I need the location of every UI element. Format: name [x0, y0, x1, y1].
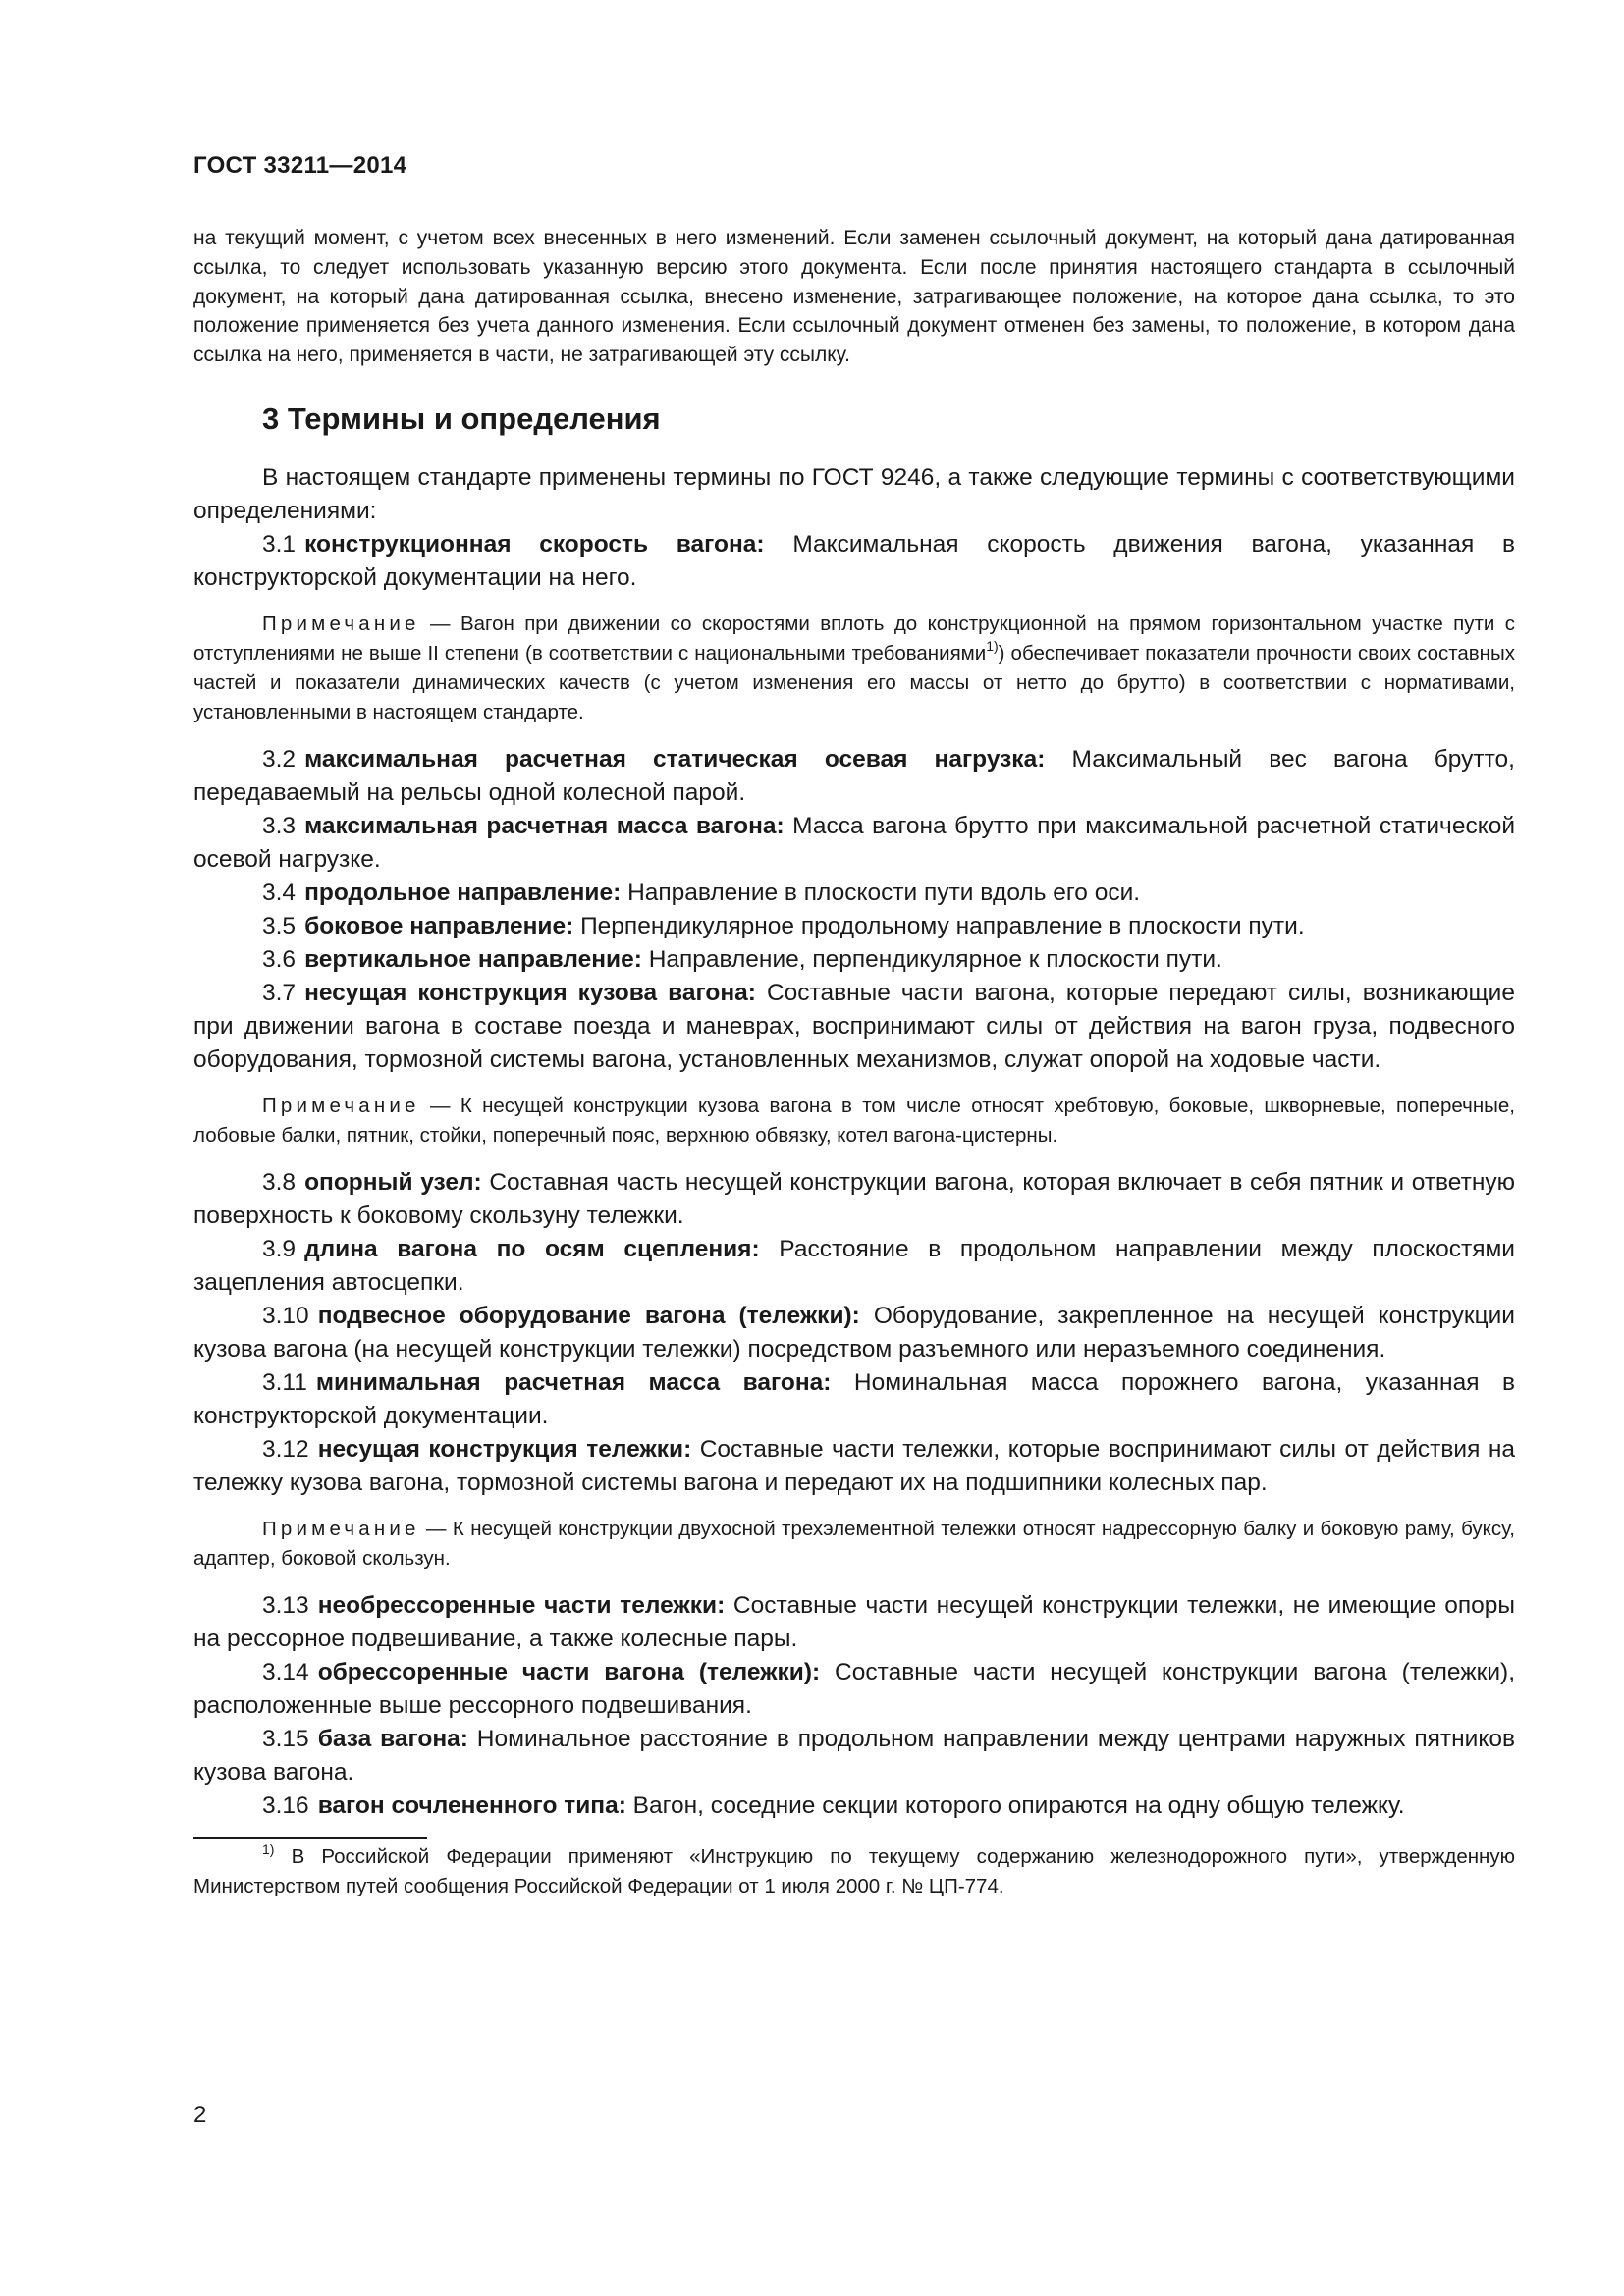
term-definition: Номинальная масса порожнего вагона, указанная в конструкторской документации.: [193, 1368, 1515, 1429]
term-name: база вагона:: [317, 1725, 468, 1752]
term-item: [193, 1233, 1515, 1300]
note-text: К несущей конструкции кузова вагона в том числе относят хребтовую, боковые, шкворневые, поперечные, лобовые балки, пятник, стойки, поперечный пояс, верхнюю обвязку, котел вагона-цистерны.: [193, 1094, 1515, 1147]
term-number: 3.5: [262, 912, 297, 939]
term-definition: Составная часть несущей конструкции вагона, которая включает в себя пятник и ответную поверхность к боковому скользуну тележки.: [193, 1168, 1515, 1229]
footnote-reference: 1): [986, 638, 999, 655]
term-number: 3.7: [262, 979, 297, 1006]
term-item: [193, 1300, 1515, 1366]
term-name: конструкционная скорость вагона:: [304, 530, 765, 558]
term-number: 3.11: [262, 1368, 307, 1396]
term-definition: Направление, перпендикулярное к плоскости пути.: [641, 945, 1222, 973]
note-label: Примечание: [262, 1094, 420, 1117]
term-definition: Составные части тележки, которые воспринимают силы от действия на тележку кузова вагона, тормозной системы вагона и передают их на подшипники колесных пар.: [193, 1435, 1515, 1496]
term-number: 3.10: [262, 1302, 309, 1329]
term-item: [193, 743, 1515, 810]
page-content: [193, 224, 1515, 1901]
term-name: длина вагона по осям сцепления:: [304, 1235, 760, 1262]
term-number: 3.8: [262, 1168, 297, 1196]
page-number: 2: [193, 2102, 207, 2128]
term-item: [193, 1789, 1515, 1823]
term-name: вертикальное направление:: [304, 945, 642, 973]
term-definition: Вагон, соседние секции которого опираются на одну общую тележку.: [625, 1791, 1405, 1819]
note-paragraph: [193, 1515, 1515, 1574]
term-item: [193, 877, 1515, 910]
term-definition: Номинальное расстояние в продольном направлении между центрами наружных пятников кузова вагона.: [193, 1725, 1515, 1786]
term-number: 3.4: [262, 879, 297, 906]
note-dash: —: [419, 1517, 453, 1540]
term-name: необрессоренные части тележки:: [317, 1591, 726, 1619]
term-definition: Составные части несущей конструкции вагона (тележки), расположенные выше рессорного подвешивания.: [193, 1658, 1516, 1719]
footnote-separator: [193, 1837, 427, 1839]
note-paragraph: [193, 1092, 1515, 1150]
term-number: 3.16: [262, 1791, 309, 1819]
term-definition: Оборудование, закрепленное на несущей конструкции кузова вагона (на несущей конструкции тележки) посредством разъемного или неразъемного соединения.: [193, 1302, 1515, 1362]
term-item: [193, 1656, 1515, 1723]
term-item: [193, 528, 1515, 595]
term-name: подвесное оборудование вагона (тележки):: [317, 1302, 860, 1329]
note-text: К несущей конструкции двухосной трехэлементной тележки относят надрессорную балку и боковую раму, буксу, адаптер, боковой скользун.: [193, 1517, 1515, 1570]
term-definition: Составные части вагона, которые передают силы, возникающие при движении вагона в составе поезда и маневрах, воспринимают силы от действия на вагон груза, подвесного оборудования, тормозной системы вагона, установленных механизмов, служат опорой на ходовые части.: [193, 979, 1515, 1073]
term-number: 3.14: [262, 1658, 309, 1685]
term-name: несущая конструкция тележки:: [317, 1435, 692, 1463]
note-text: ) обеспечивает показатели прочности своих составных частей и показатели динамических качеств (с учетом изменения его массы от нетто до брутто) в соответствии с нормативами, установленными в настоящем стандарте.: [193, 641, 1515, 723]
term-name: минимальная расчетная масса вагона:: [315, 1368, 832, 1396]
intro-paragraph: на текущий момент, с учетом всех внесенных в него изменений. Если заменен ссылочный документ, на который дана датированная ссылка, то следует использовать указанную версию этого документа. Если после принятия настоящего стандарта в ссылочный документ, на который дана датированная ссылка, внесено изменение, затрагивающее положение, на которое дана ссылка, то это положение применяется без учета данного изменения. Если ссылочный документ отменен без замены, то положение, в котором дана ссылка на него, применяется в части, не затрагивающей эту ссылку.: [193, 227, 1515, 367]
term-definition: Максимальная скорость движения вагона, указанная в конструкторской документации на него.: [193, 530, 1515, 591]
note-text: Вагон при движении со скоростями вплоть до конструкционной на прямом горизонтальном участке пути с отступлениями не выше II степени (в соответствии с национальными требованиями: [193, 612, 1515, 665]
term-item: [193, 1589, 1515, 1656]
term-name: максимальная расчетная статическая осевая нагрузка:: [304, 745, 1046, 773]
term-item: [193, 1433, 1515, 1500]
term-number: 3.12: [262, 1435, 309, 1463]
term-number: 3.9: [262, 1235, 297, 1262]
term-definition: Составные части несущей конструкции тележки, не имеющие опоры на рессорное подвешивание, а также колесные пары.: [193, 1591, 1515, 1652]
term-item: [193, 1723, 1515, 1789]
term-number: 3.3: [262, 812, 297, 839]
note-dash: —: [419, 612, 460, 635]
term-definition: Масса вагона брутто при максимальной расчетной статической осевой нагрузке.: [193, 812, 1516, 873]
term-item: [193, 910, 1515, 943]
term-name: продольное направление:: [304, 879, 622, 906]
term-name: несущая конструкция кузова вагона:: [304, 979, 756, 1006]
term-number: 3.2: [262, 745, 297, 773]
term-definition: Максимальный вес вагона брутто, передаваемый на рельсы одной колесной парой.: [193, 745, 1515, 806]
note-dash: —: [419, 1094, 460, 1117]
term-name: боковое направление:: [304, 912, 574, 939]
term-item: [193, 943, 1515, 977]
term-number: 3.13: [262, 1591, 309, 1619]
term-definition: Расстояние в продольном направлении между плоскостями зацепления автосцепки.: [193, 1235, 1515, 1296]
note-label: Примечание: [262, 1517, 420, 1540]
section-title: 3 Термины и определения: [262, 400, 661, 436]
note-paragraph: [193, 610, 1515, 727]
term-number: 3.1: [262, 530, 297, 558]
term-number: 3.6: [262, 945, 297, 973]
term-name: обрессоренные части вагона (тележки):: [317, 1658, 821, 1685]
note-label: Примечание: [262, 612, 420, 635]
term-name: вагон сочлененного типа:: [317, 1791, 626, 1819]
term-item: [193, 810, 1515, 877]
footnote-marker: 1): [262, 1842, 275, 1858]
term-number: 3.15: [262, 1725, 309, 1752]
term-name: опорный узел:: [304, 1168, 482, 1196]
term-item: [193, 1166, 1515, 1233]
footnote: [193, 1842, 1515, 1901]
document-header: ГОСТ 33211—2014: [193, 152, 407, 179]
footnote-text: В Российской Федерации применяют «Инструкцию по текущему содержанию железнодорожного пути», утвержденную Министерством путей сообщения Российской Федерации от 1 июля 2000 г. № ЦП-774.: [193, 1844, 1515, 1897]
term-definition: Перпендикулярное продольному направление в плоскости пути.: [573, 912, 1305, 939]
term-item: [193, 977, 1515, 1077]
term-name: максимальная расчетная масса вагона:: [304, 812, 785, 839]
section-lead: В настоящем стандарте применены термины по ГОСТ 9246, а также следующие термины с соответствующими определениями:: [193, 463, 1515, 524]
term-definition: Направление в плоскости пути вдоль его оси.: [621, 879, 1141, 906]
term-item: [193, 1366, 1515, 1433]
